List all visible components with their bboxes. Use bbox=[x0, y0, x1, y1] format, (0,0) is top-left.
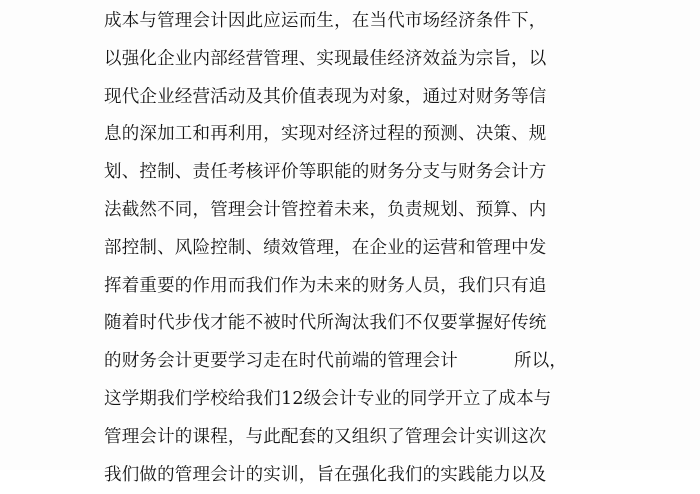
line-text: 法截然不同，管理会计管控着未来，负责规划、预算、内 bbox=[104, 199, 547, 220]
text-line bbox=[104, 3, 604, 41]
line-text: 管理会计的课程，与此配套的又组织了管理会计实训这次 bbox=[104, 426, 547, 447]
line-text: 部控制、风险控制、绩效管理，在企业的运营和管理中发 bbox=[104, 237, 547, 258]
text-line bbox=[104, 116, 604, 154]
line-text: 息的深加工和再利用，实现对经济过程的预测、决策、规 bbox=[104, 124, 547, 145]
line-text: 这学期我们学校给我们12级会计专业的同学开立了成本与 bbox=[104, 388, 552, 409]
text-line bbox=[104, 419, 604, 457]
text-line bbox=[104, 381, 604, 419]
line-text: 划、控制、责任考核评价等职能的财务分支与财务会计方 bbox=[104, 162, 547, 183]
text-line bbox=[104, 268, 604, 306]
line-text: 随着时代步伐才能不被时代所淘汰我们不仅要掌握好传统 bbox=[104, 313, 547, 334]
text-line bbox=[104, 154, 604, 192]
text-line bbox=[104, 79, 604, 117]
line-text: 我们做的管理会计的实训，旨在强化我们的实践能力以及 bbox=[104, 464, 547, 485]
text-line bbox=[104, 343, 604, 381]
line-text: 成本与管理会计因此应运而生，在当代市场经济条件下， bbox=[104, 11, 547, 31]
text-line bbox=[104, 192, 604, 230]
text-gap bbox=[458, 343, 514, 381]
line-text: 以强化企业内部经营管理、实现最佳经济效益为宗旨，以 bbox=[104, 48, 547, 69]
text-line bbox=[104, 305, 604, 343]
text-line bbox=[104, 457, 604, 494]
line-text: 挥着重要的作用而我们作为未来的财务人员，我们只有追 bbox=[104, 275, 547, 296]
line-text: 所以， bbox=[514, 351, 568, 372]
line-text: 的财务会计更要学习走在时代前端的管理会计 bbox=[104, 351, 458, 372]
document-body bbox=[104, 3, 604, 494]
line-text: 现代企业经营活动及其价值表现为对象，通过对财务等信 bbox=[104, 86, 547, 107]
text-line bbox=[104, 41, 604, 79]
text-line bbox=[104, 230, 604, 268]
